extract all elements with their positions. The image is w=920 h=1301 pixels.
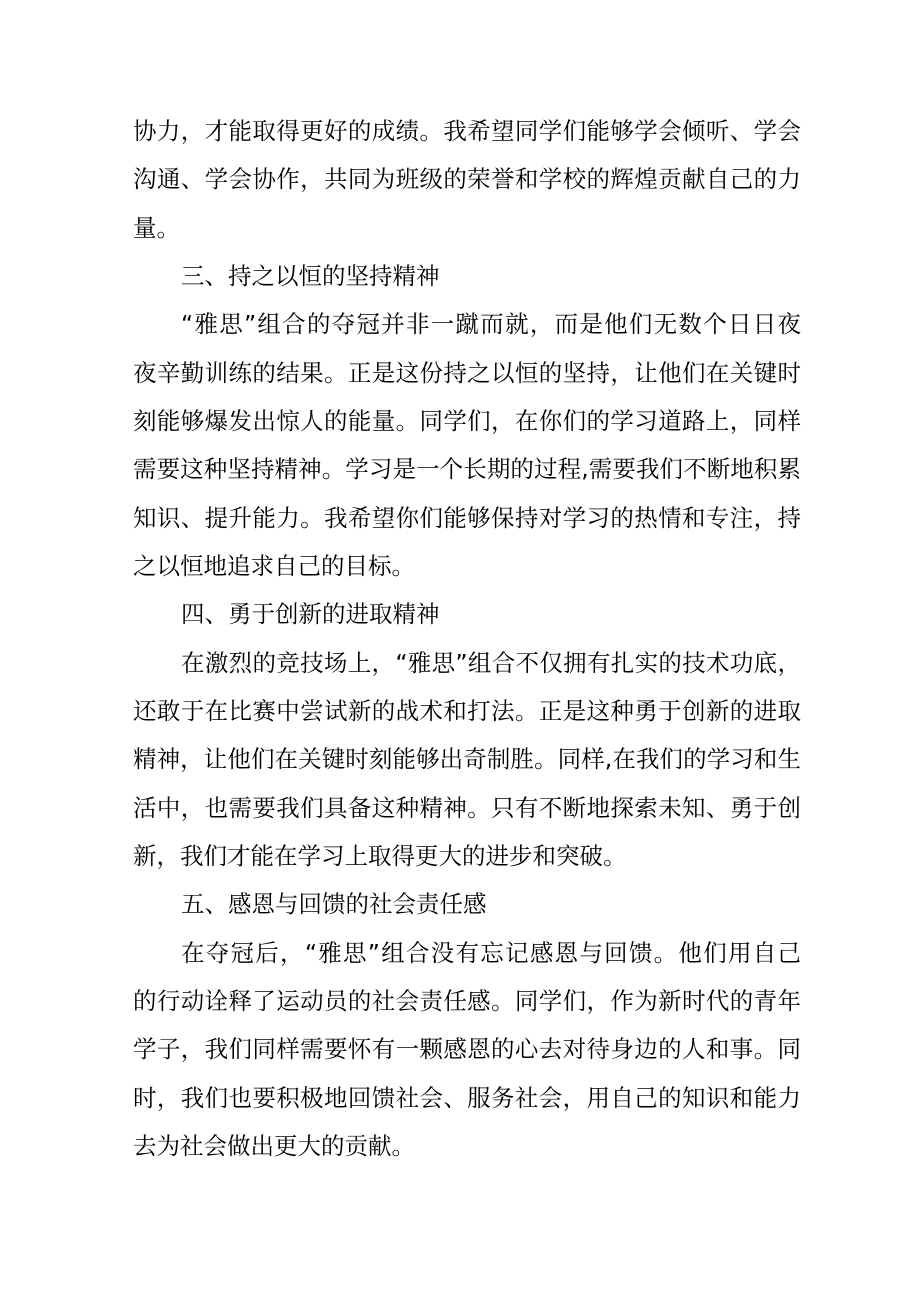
paragraph-line-text: 量。 <box>133 213 180 242</box>
paragraph-line <box>133 832 801 880</box>
paragraph-line-text: 在激烈的竞技场上，“雅思”组合不仅拥有扎实的技术功底， <box>181 648 802 677</box>
paragraph-line <box>133 542 801 590</box>
paragraph-line-text: 协力，才能取得更好的成绩。我希望同学们能够学会倾听、学会 <box>133 117 802 145</box>
paragraph-line-text: 时，我们也要积极地回馈社会、服务社会，用自己的知识和能力 <box>133 1083 802 1112</box>
paragraph-line <box>133 1074 801 1122</box>
section-heading <box>133 252 801 300</box>
paragraph-line <box>133 1025 801 1073</box>
paragraph-line-text: 活中，也需要我们具备这种精神。只有不断地探索未知、勇于创 <box>133 793 802 822</box>
paragraph-line-text: 的行动诠释了运动员的社会责任感。同学们，作为新时代的青年 <box>133 986 802 1015</box>
paragraph-line-text: 精神，让他们在关键时刻能够出奇制胜。同样,在我们的学习和生 <box>133 745 802 774</box>
paragraph-line-text: 夜辛勤训练的结果。正是这份持之以恒的坚持，让他们在关键时 <box>133 358 802 387</box>
paragraph-line-text: 沟通、学会协作，共同为班级的荣誉和学校的辉煌贡献自己的力 <box>133 165 802 194</box>
paragraph-line-text: 学子，我们同样需要怀有一颗感恩的心去对待身边的人和事。同 <box>133 1035 802 1064</box>
paragraph-line-text: 知识、提升能力。我希望你们能够保持对学习的热情和专注，持 <box>133 503 802 532</box>
paragraph-line <box>133 494 801 542</box>
section-heading <box>133 880 801 928</box>
paragraph-line <box>133 977 801 1025</box>
paragraph-line-text: “雅思”组合的夺冠并非一蹴而就，而是他们无数个日日夜 <box>181 310 803 339</box>
paragraph-line <box>133 735 801 783</box>
paragraph-line <box>133 300 801 348</box>
paragraph-line-text: 刻能够爆发出惊人的能量。同学们，在你们的学习道路上，同样 <box>133 406 802 435</box>
paragraph-line <box>133 204 801 252</box>
paragraph-line-text: 新，我们才能在学习上取得更大的进步和突破。 <box>133 841 627 870</box>
paragraph-line-text: 在夺冠后，“雅思”组合没有忘记感恩与回馈。他们用自己 <box>181 938 803 967</box>
section-heading-text: 五、感恩与回馈的社会责任感 <box>181 890 487 919</box>
section-heading-text: 四、勇于创新的进取精神 <box>181 600 440 629</box>
paragraph-line <box>133 445 801 493</box>
paragraph-line <box>133 107 801 155</box>
paragraph-line <box>133 929 801 977</box>
section-heading <box>133 590 801 638</box>
paragraph-line <box>133 349 801 397</box>
paragraph-line-text: 还敢于在比赛中尝试新的战术和打法。正是这种勇于创新的进取 <box>133 696 802 725</box>
section-heading-text: 三、持之以恒的坚持精神 <box>181 261 440 290</box>
paragraph-line <box>133 1122 801 1170</box>
paragraph-line <box>133 155 801 203</box>
paragraph-line-text: 去为社会做出更大的贡献。 <box>133 1131 415 1160</box>
paragraph-line <box>133 639 801 687</box>
document-body <box>133 107 801 1170</box>
paragraph-line-text: 之以恒地追求自己的目标。 <box>133 551 415 580</box>
paragraph-line-text: 需要这种坚持精神。学习是一个长期的过程,需要我们不断地积累 <box>133 455 802 484</box>
paragraph-line <box>133 784 801 832</box>
paragraph-line <box>133 397 801 445</box>
paragraph-line <box>133 687 801 735</box>
